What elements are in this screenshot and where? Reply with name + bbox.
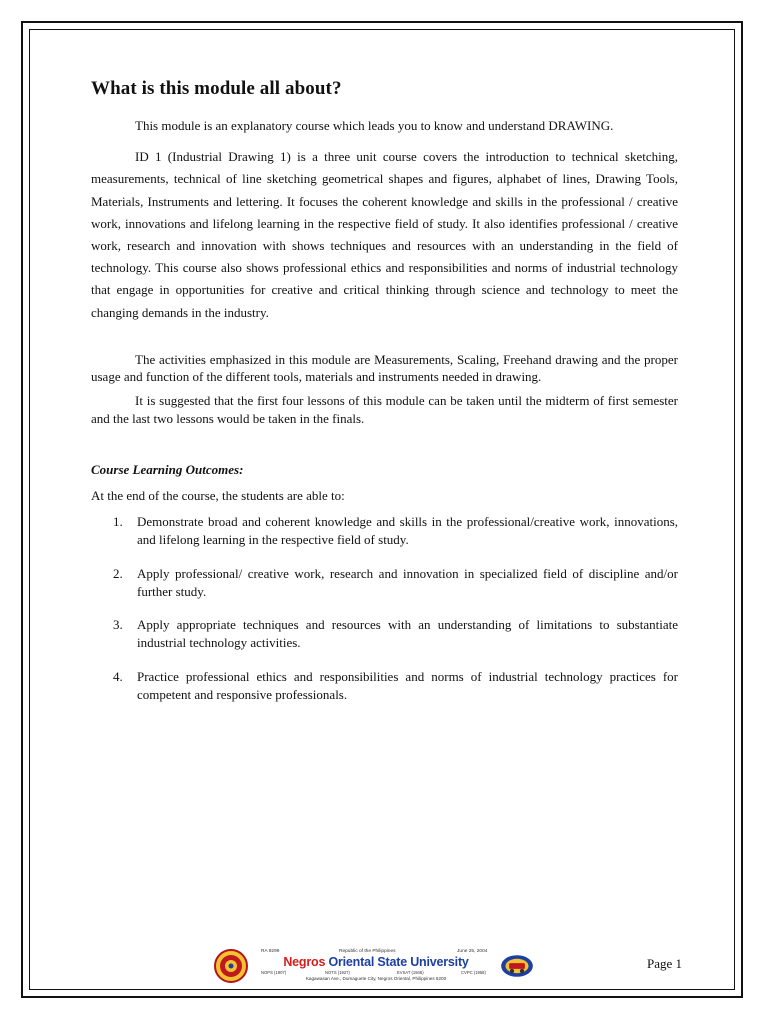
list-item-text: Practice professional ethics and responsibilities and norms of industrial technology practices for competent and responsive professionals. <box>137 668 678 702</box>
university-name-part2: Oriental State University <box>328 955 469 969</box>
tech-logo-icon <box>499 949 535 983</box>
footer-campus: NOTS (1927) <box>325 970 350 975</box>
footer-republic: Republic of the Philippines <box>339 949 396 954</box>
footer-campus: CVPC (1958) <box>461 970 486 975</box>
list-item-number: 2. <box>113 565 123 581</box>
footer-campus: NOPS (1907) <box>261 970 287 975</box>
page-number: Page 1 <box>647 956 683 971</box>
module-heading: What is this module all about? <box>91 78 342 99</box>
course-description-paragraph: ID 1 (Industrial Drawing 1) is a three unit course covers the introduction to technical sketching, measurements, technical of line sketching geometrical shapes and figures, alphabet of lines, Drawing Tools, Materials, Instruments and lettering. It focuses the coherent knowledge and skills in the professional / creative work, innovations and lifelong learning in the respective field of study. It also identifies professional / creative work, research and innovation with shows techniques and resources with an understanding in the field of technology. This course also shows professional ethics and responsibilities and norms of industrial technology that engage in opportunities for creative and critical thinking through science and technology to meet the changing demands in the industry. <box>91 149 678 320</box>
list-item-number: 3. <box>113 617 123 633</box>
intro-paragraph: This module is an explanatory course which leads you to know and understand DRAWING. <box>135 118 614 133</box>
footer-ra: RA 9299 <box>261 949 280 954</box>
footer-date: June 25, 2004 <box>457 949 488 954</box>
list-item-text: Demonstrate broad and coherent knowledge and skills in the professional/creative work, innovations, and lifelong learning in the respective field of study. <box>137 514 678 547</box>
list-item-text: Apply appropriate techniques and resources with an understanding of limitations to substantiate industrial technology activities. <box>137 617 678 651</box>
activities-paragraph: The activities emphasized in this module are Measurements, Scaling, Freehand drawing and the proper usage and function of the different tools, materials and instruments needed in drawing. <box>91 351 678 385</box>
list-item <box>91 616 678 652</box>
schedule-paragraph: It is suggested that the first four lessons of this module can be taken until the midterm of first semester and the last two lessons would be taken in the finals. <box>91 393 678 426</box>
list-item-text: Apply professional/ creative work, research and innovation in specialized field of discipline and/or further study. <box>137 565 678 599</box>
outcomes-intro: At the end of the course, the students are able to: <box>91 488 345 504</box>
list-item-number: 1. <box>113 514 123 530</box>
list-item <box>91 668 678 704</box>
university-name-part1: Negros <box>283 955 329 969</box>
university-name <box>255 955 497 969</box>
footer-address: Kagawasan Ave., Dumaguete City, Negros Oriental, Philippines 6200 <box>305 976 447 981</box>
outcomes-title: Course Learning Outcomes: <box>91 462 244 478</box>
outcomes-list <box>91 513 678 703</box>
footer-text <box>255 947 497 985</box>
list-item-number: 4. <box>113 668 123 684</box>
module-content <box>91 78 678 720</box>
list-item <box>91 513 678 549</box>
list-item <box>91 565 678 601</box>
university-footer <box>213 947 549 985</box>
footer-campus: EVSAT (1946) <box>397 970 424 975</box>
university-seal-icon <box>213 949 249 983</box>
